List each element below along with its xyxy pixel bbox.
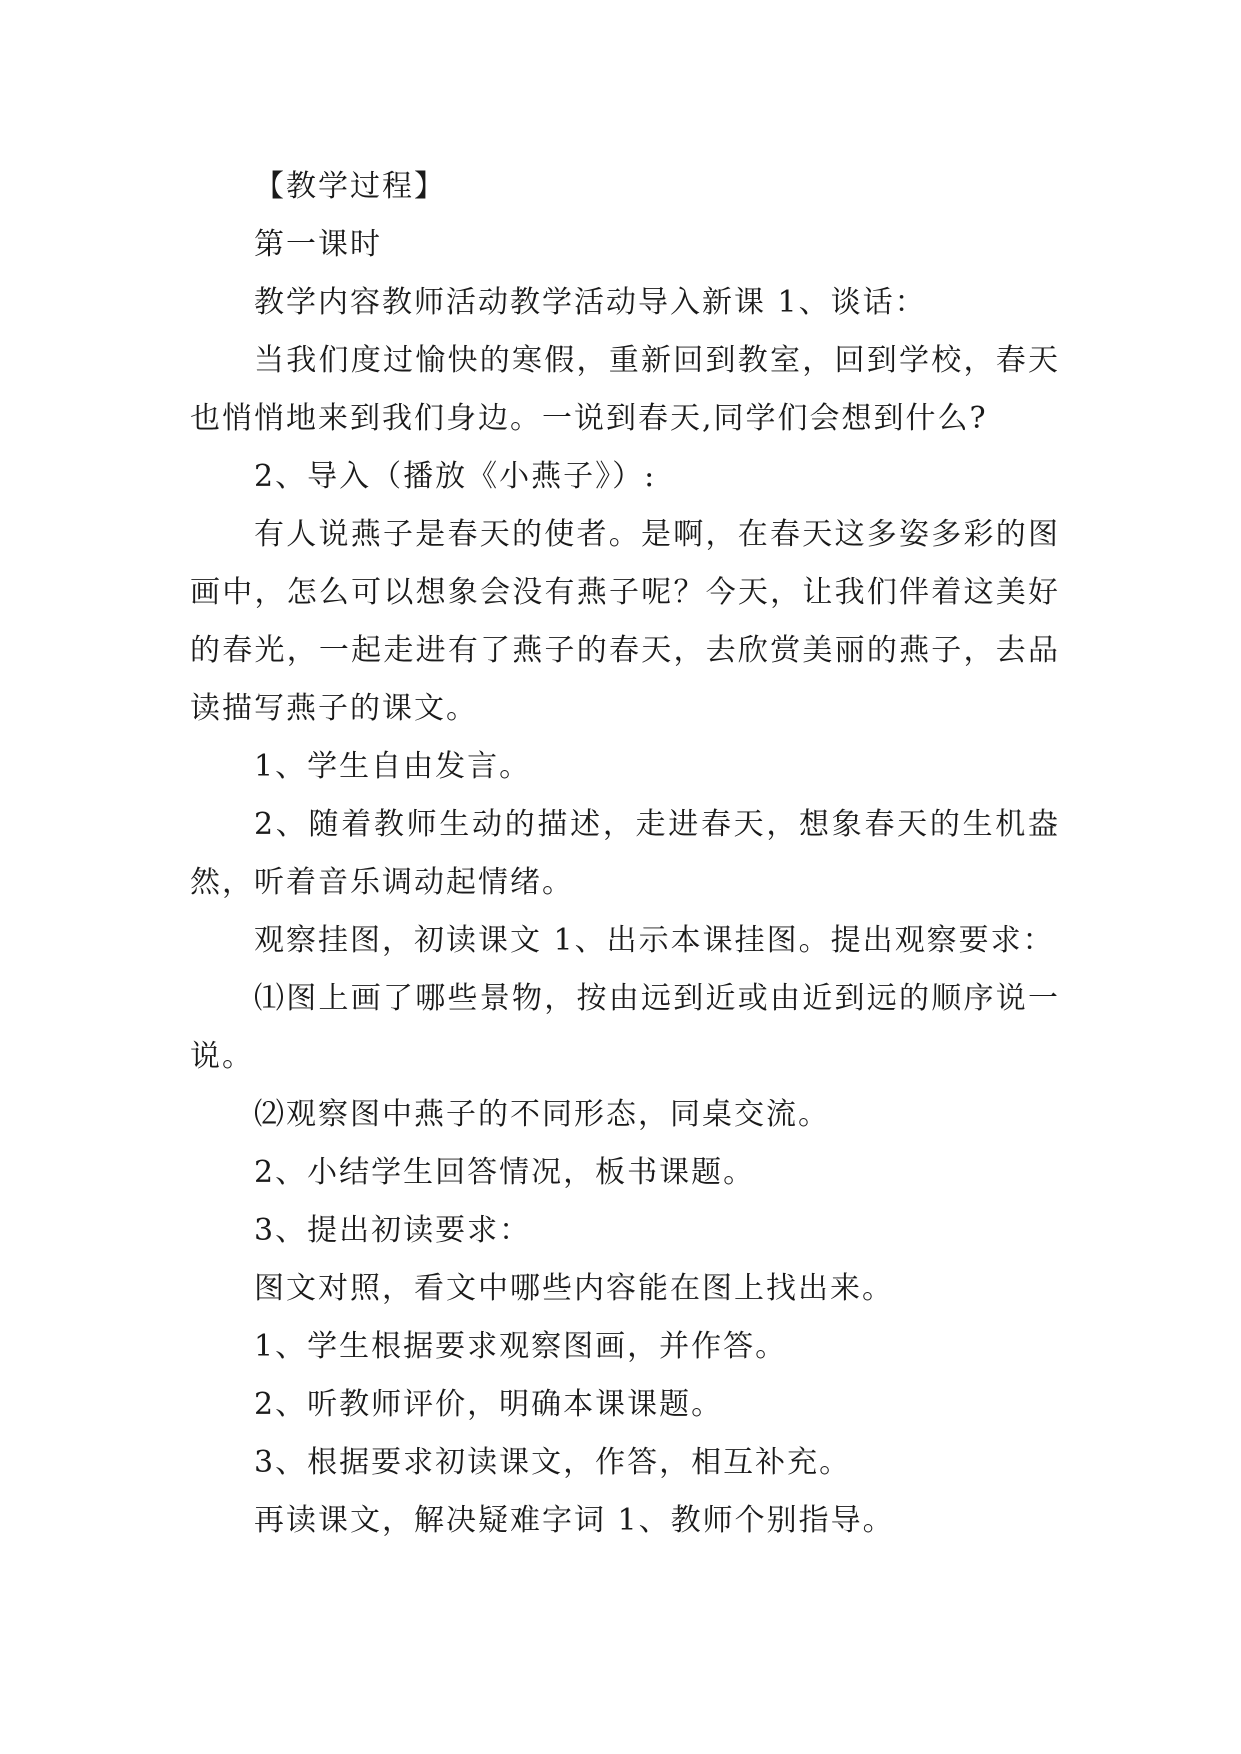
paragraph: 3、提出初读要求： xyxy=(254,1213,532,1248)
paragraph: 2、听教师评价，明确本课课题。 xyxy=(254,1387,724,1422)
paragraph: 1、学生根据要求观察图画，并作答。 xyxy=(254,1329,788,1364)
paragraph: 1、学生自由发言。 xyxy=(254,749,532,784)
paragraph: ⑴图上画了哪些景物，按由远到近或由近到远的顺序说一说。 xyxy=(190,981,1060,1074)
paragraph: 当我们度过愉快的寒假，重新回到教室，回到学校，春天也悄悄地来到我们身边。一说到春天,同学们会想到什么? xyxy=(190,343,1060,436)
paragraph: 3、根据要求初读课文，作答，相互补充。 xyxy=(254,1445,852,1480)
paragraph: 2、导入（播放《小燕子》）: xyxy=(254,459,657,494)
paragraph: 有人说燕子是春天的使者。是啊，在春天这多姿多彩的图画中，怎么可以想象会没有燕子呢？今天，让我们伴着这美好的春光，一起走进有了燕子的春天，去欣赏美丽的燕子，去品读描写燕子的课文。 xyxy=(190,517,1060,726)
paragraph: 图文对照，看文中哪些内容能在图上找出来。 xyxy=(254,1271,894,1306)
document-body xyxy=(190,158,1060,1550)
paragraph: 2、随着教师生动的描述，走进春天，想象春天的生机盎然，听着音乐调动起情绪。 xyxy=(190,807,1060,900)
lesson-period: 第一课时 xyxy=(254,227,382,262)
paragraph: 教学内容教师活动教学活动导入新课 1、谈话： xyxy=(254,285,927,320)
section-heading: 【教学过程】 xyxy=(254,169,446,204)
paragraph: 再读课文，解决疑难字词 1、教师个别指导。 xyxy=(254,1503,895,1538)
paragraph: 观察挂图，初读课文 1、出示本课挂图。提出观察要求： xyxy=(254,923,1055,958)
paragraph: 2、小结学生回答情况，板书课题。 xyxy=(254,1155,756,1190)
paragraph: ⑵观察图中燕子的不同形态，同桌交流。 xyxy=(254,1097,830,1132)
